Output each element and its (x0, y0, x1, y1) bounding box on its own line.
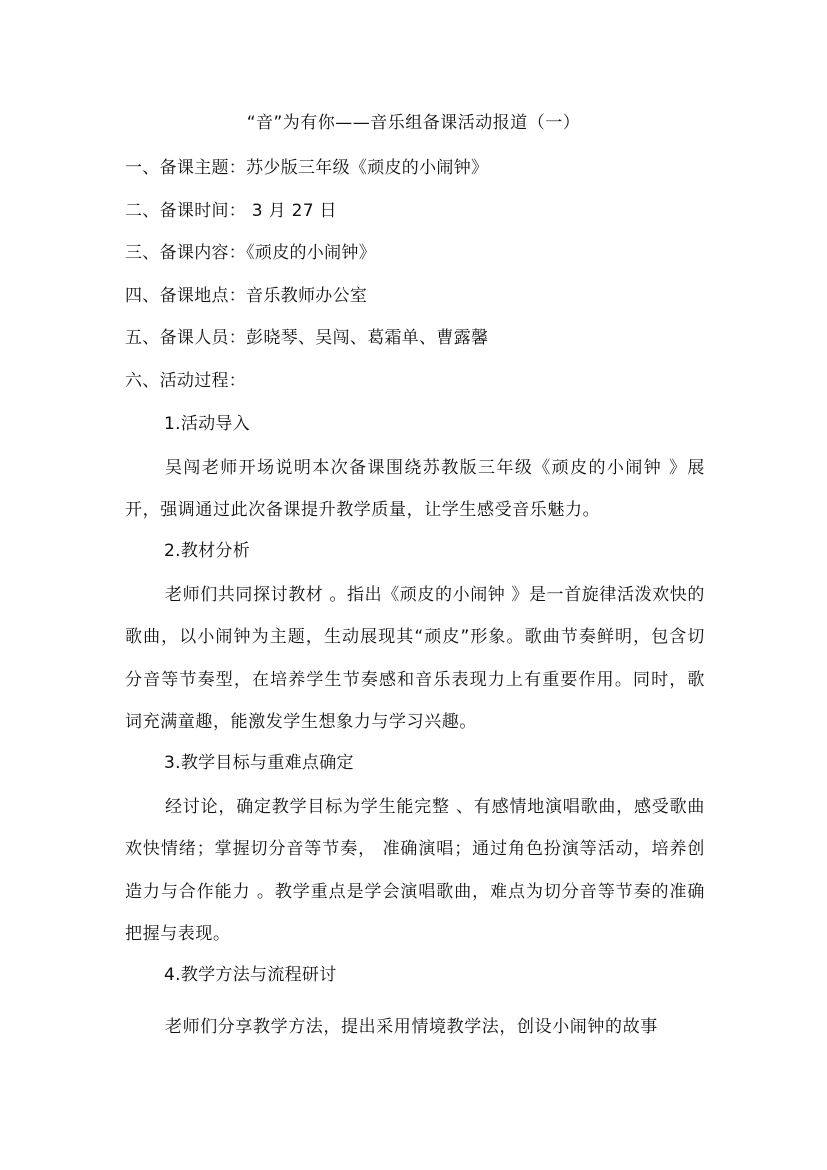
section-body-methods: 老师们分享教学方法，提出采用情境教学法，创设小闹钟的故事 (165, 1017, 658, 1037)
field-time: 二、备课时间： 3 月 27 日 (125, 201, 337, 221)
page-title: “音”为有你——音乐组备课活动报道（一） (246, 113, 581, 133)
field-content: 三、备课内容：《顽皮的小闹钟》 (125, 243, 376, 263)
section-body-analysis: 老师们共同探讨教材 。指出《顽皮的小闹钟 》是一首旋律活泼欢快的歌曲，以小闹钟为主题，生动展现其“顽皮”形象。歌曲节奏鲜明，包含切分音等节奏型，在培养学生节奏感和音乐表现力上有重要作用。同时，歌词充满童趣，能激发学生想象力与学习兴趣。 (125, 585, 706, 733)
field-process: 六、活动过程： (125, 371, 247, 391)
section-heading-methods: 4.教学方法与流程研讨 (164, 965, 337, 985)
section-heading-analysis: 2.教材分析 (164, 541, 251, 561)
section-body-goals: 经讨论，确定教学目标为学生能完整 、有感情地演唱歌曲，感受歌曲欢快情绪；掌握切分音等节奏， 准确演唱；通过角色扮演等活动，培养创造力与合作能力 。教学重点是学会演唱歌曲，难点为切分音等节奏的准确把握与表现。 (125, 797, 705, 945)
section-heading-intro: 1.活动导入 (164, 414, 251, 434)
section-heading-goals: 3.教学目标与重难点确定 (164, 753, 354, 773)
field-topic: 一、备课主题：苏少版三年级《顽皮的小闹钟》 (125, 158, 489, 178)
field-members: 五、备课人员：彭晓琴、吴闯、葛霜单、曹露馨 (125, 328, 489, 348)
field-location: 四、备课地点：音乐教师办公室 (125, 286, 368, 306)
section-body-intro: 吴闯老师开场说明本次备课围绕苏教版三年级《顽皮的小闹钟 》展开，强调通过此次备课提升教学质量，让学生感受音乐魅力。 (125, 458, 705, 521)
